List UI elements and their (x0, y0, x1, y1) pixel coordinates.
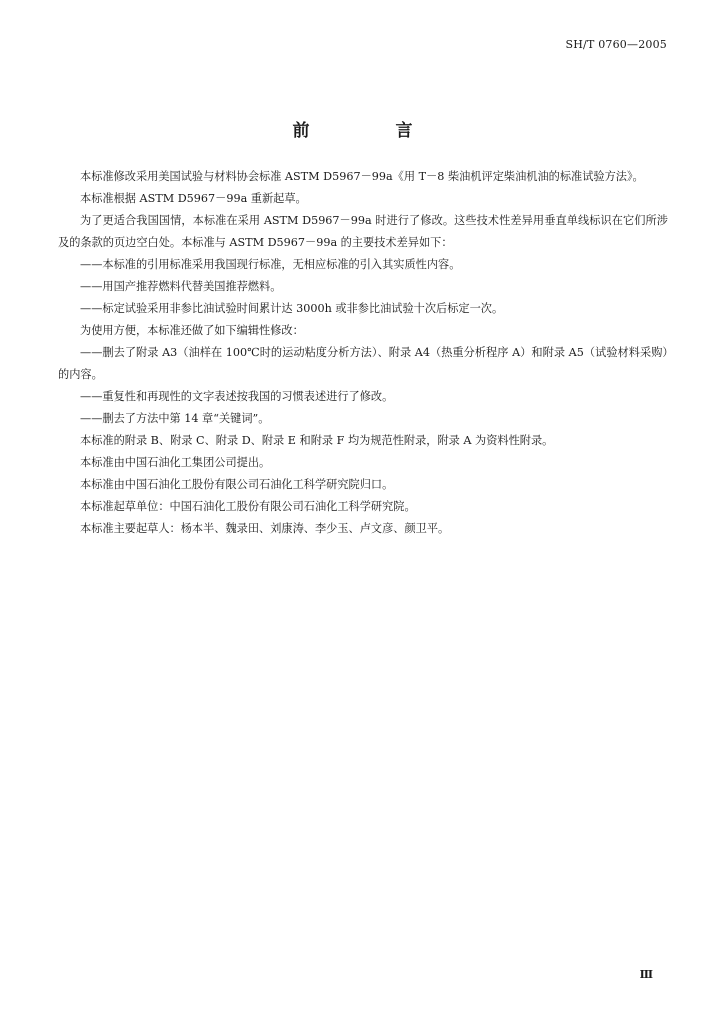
paragraph-4: ——本标准的引用标准采用我国现行标准，无相应标准的引入其实质性内容。 (80, 258, 461, 271)
paragraph-14: 本标准起草单位：中国石油化工股份有限公司石油化工科学研究院。 (80, 500, 416, 513)
page-title: 前 言 (292, 121, 453, 141)
paragraph-3: 为了更适合我国国情，本标准在采用 ASTM D5967－99a 时进行了修改。这些技术性差异用垂直单线标识在它们所涉及的条款的页边空白处。本标准与 ASTM D5967－99a 的主要技术差异如下： (58, 214, 668, 249)
paragraph-9: ——重复性和再现性的文字表述按我国的习惯表述进行了修改。 (80, 390, 394, 403)
foreword-body (58, 166, 668, 540)
paragraph-1: 本标准修改采用美国试验与材料协会标准 ASTM D5967－99a《用 T－8 柴油机评定柴油机油的标准试验方法》。 (80, 170, 644, 183)
paragraph-2: 本标准根据 ASTM D5967－99a 重新起草。 (80, 192, 307, 205)
paragraph-6: ——标定试验采用非参比油试验时间累计达 3000h 或非参比油试验十次后标定一次。 (80, 302, 504, 315)
page-number: Ⅲ (639, 968, 653, 981)
paragraph-8: ——删去了附录 A3（油样在 100℃时的运动粘度分析方法）、附录 A4（热重分析程序 A）和附录 A5（试验材料采购）的内容。 (58, 346, 668, 381)
paragraph-7: 为使用方便，本标准还做了如下编辑性修改： (80, 324, 304, 337)
paragraph-10: ——删去了方法中第 14 章“关键词”。 (80, 412, 270, 425)
paragraph-5: ——用国产推荐燃料代替美国推荐燃料。 (80, 280, 282, 293)
paragraph-11: 本标准的附录 B、附录 C、附录 D、附录 E 和附录 F 均为规范性附录，附录 A 为资料性附录。 (80, 434, 554, 447)
paragraph-12: 本标准由中国石油化工集团公司提出。 (80, 456, 271, 469)
paragraph-13: 本标准由中国石油化工股份有限公司石油化工科学研究院归口。 (80, 478, 394, 491)
paragraph-15: 本标准主要起草人：杨本半、魏录田、刘康涛、李少玉、卢文彦、颜卫平。 (80, 522, 450, 535)
document-code: SH/T 0760—2005 (565, 38, 667, 51)
